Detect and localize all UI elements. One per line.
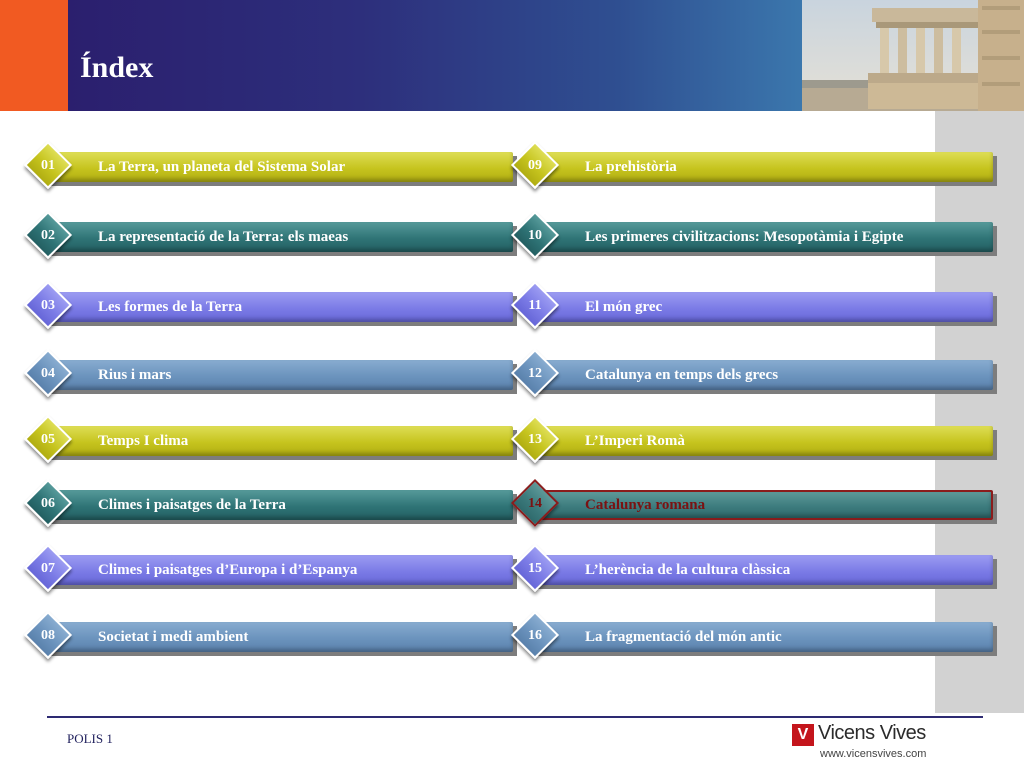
chapter-number: 14 — [528, 496, 542, 511]
header — [0, 0, 1024, 111]
chapter-number: 01 — [41, 158, 55, 173]
chapter-number: 07 — [41, 561, 55, 576]
chapter-label: Societat i medi ambient — [98, 629, 249, 645]
chapter-number: 12 — [528, 366, 542, 381]
chapter-label: L’Imperi Romà — [585, 433, 685, 449]
chapter-label: L’herència de la cultura clàssica — [585, 562, 791, 578]
publisher-logo — [792, 724, 932, 764]
acropolis-photo — [802, 0, 1024, 111]
chapter-label: Climes i paisatges d’Europa i d’Espanya — [98, 562, 358, 578]
chapter-number: 10 — [528, 228, 542, 243]
chapter-label: La Terra, un planeta del Sistema Solar — [98, 159, 346, 175]
chapter-link-08[interactable] — [26, 618, 523, 668]
chapter-link-10[interactable] — [513, 218, 1003, 268]
chapter-link-02[interactable] — [26, 218, 523, 268]
chapter-link-06[interactable] — [26, 486, 523, 536]
chapter-link-01[interactable] — [26, 148, 523, 198]
chapter-link-14[interactable] — [513, 486, 1003, 536]
chapter-number: 02 — [41, 228, 55, 243]
chapter-link-03[interactable] — [26, 288, 523, 338]
chapter-number: 16 — [528, 628, 542, 643]
chapter-label: Catalunya romana — [585, 497, 706, 513]
chapter-link-07[interactable] — [26, 551, 523, 601]
page-title: Índex — [80, 51, 154, 84]
chapter-number: 11 — [528, 298, 542, 313]
chapter-label: El món grec — [585, 299, 663, 315]
title-band — [68, 0, 802, 111]
chapter-link-15[interactable] — [513, 551, 1003, 601]
chapter-link-16[interactable] — [513, 618, 1003, 668]
logo-name: Vicens Vives — [818, 722, 926, 744]
chapter-link-13[interactable] — [513, 422, 1003, 472]
chapter-link-12[interactable] — [513, 356, 1003, 406]
logo-mark-icon: V — [792, 724, 814, 746]
logo-url: www.vicensvives.com — [820, 748, 927, 760]
chapter-number: 15 — [528, 561, 542, 576]
chapter-number: 05 — [41, 432, 55, 447]
chapter-label: La representació de la Terra: els maeas — [98, 229, 349, 245]
footer-book-title: POLIS 1 — [67, 731, 113, 746]
chapter-number: 04 — [41, 366, 55, 381]
chapter-link-04[interactable] — [26, 356, 523, 406]
footer-divider — [47, 716, 983, 718]
chapter-number: 09 — [528, 158, 542, 173]
chapter-link-09[interactable] — [513, 148, 1003, 198]
chapter-number: 03 — [41, 298, 55, 313]
chapter-label: Climes i paisatges de la Terra — [98, 497, 286, 513]
chapter-label: Temps I clima — [98, 433, 189, 449]
chapter-label: Catalunya en temps dels grecs — [585, 367, 779, 383]
chapter-number: 08 — [41, 628, 55, 643]
chapter-number: 13 — [528, 432, 542, 447]
chapter-label: La prehistòria — [585, 159, 677, 175]
chapter-label: Les primeres civilitzacions: Mesopotàmia i Egipte — [585, 229, 904, 245]
chapter-label: La fragmentació del món antic — [585, 629, 782, 645]
chapter-label: Rius i mars — [98, 367, 172, 383]
chapter-link-11[interactable] — [513, 288, 1003, 338]
chapter-label: Les formes de la Terra — [98, 299, 243, 315]
orange-accent-block — [0, 0, 68, 111]
chapter-number: 06 — [41, 496, 55, 511]
chapter-link-05[interactable] — [26, 422, 523, 472]
